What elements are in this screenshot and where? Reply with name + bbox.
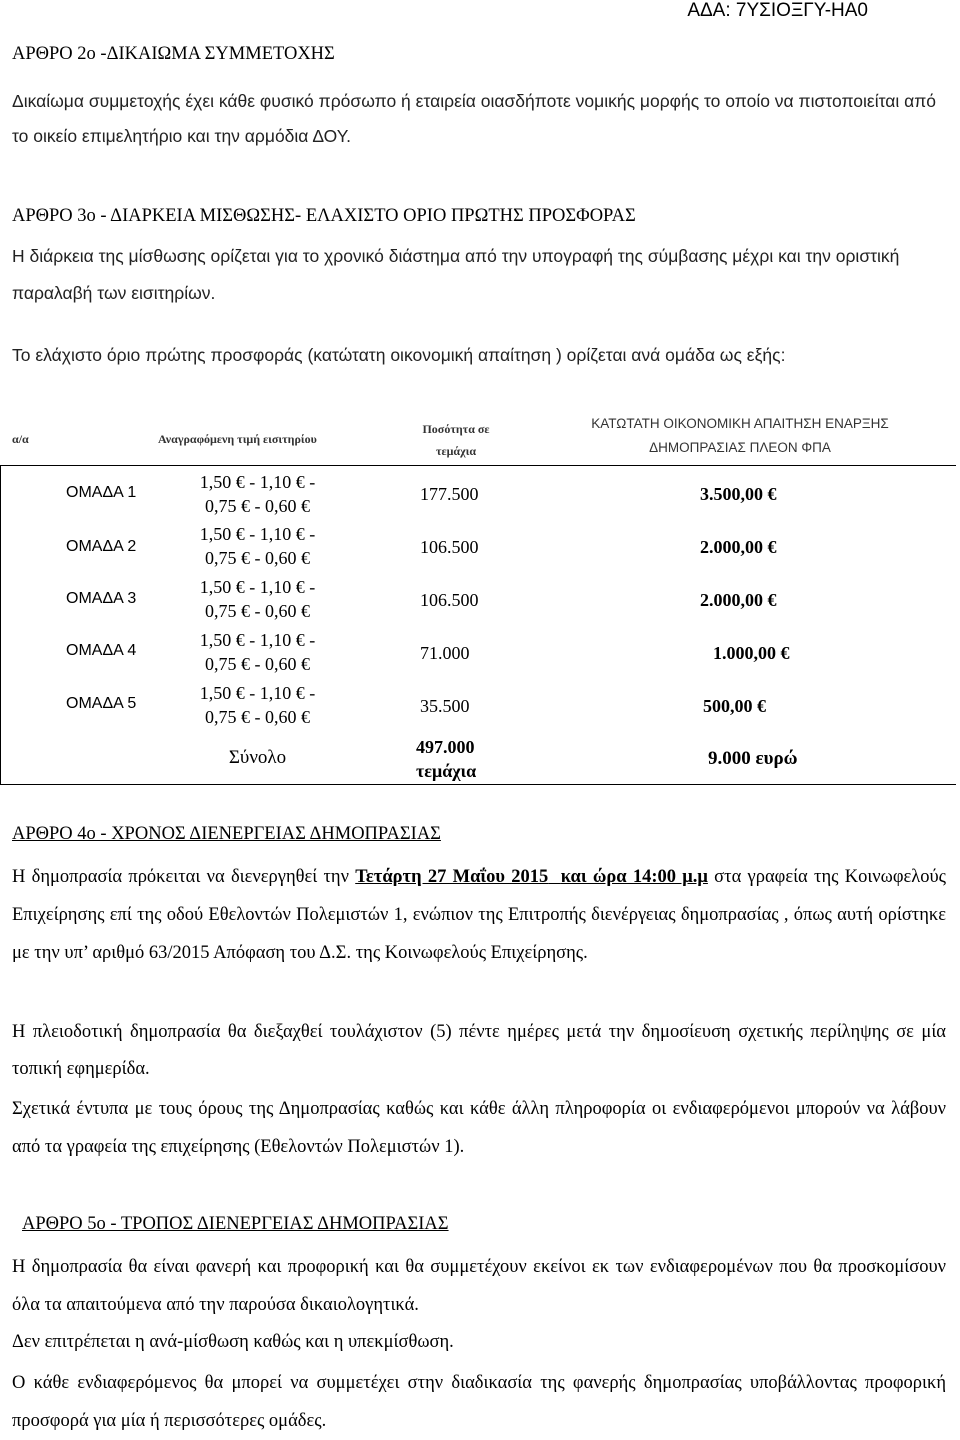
row-group: ΟΜΑΔΑ 2 — [66, 538, 137, 555]
article-5-title: ΑΡΘΡΟ 5ο - ΤΡΟΠΟΣ ΔΙΕΝΕΡΓΕΙΑΣ ΔΗΜΟΠΡΑΣΙΑΣ — [22, 1214, 449, 1234]
article-3-min-offer: Το ελάχιστο όριο πρώτης προσφοράς (κατώτατη οικονομική απαίτηση ) ορίζεται ανά ομάδα ως εξής: — [12, 345, 786, 365]
row-quantity: 177.500 — [420, 484, 479, 504]
header-aa: α/α — [12, 432, 29, 446]
row-price: 1,50 € - 1,10 € - 0,75 € - 0,60 € — [199, 472, 316, 516]
article-4-paragraph-1: Η δημοπρασία πρόκειται να διενεργηθεί την Τετάρτη 27 Μαΐου 2015 και ώρα 14:00 μ.μ στα γραφεία της Κοινωφελούς Επιχείρησης επί της οδού Εθελοντών Πολεμιστών 1, ενώπιον της Επιτροπής διενέργειας δημοπρασίας , όπως αυτή ορίστηκε με την υπ’ αριθμό 63/2015 Απόφαση του Δ.Σ. της Κοινωφελούς Επιχείρησης. — [12, 867, 946, 963]
auction-date: Τετάρτη 27 Μαΐου 2015 — [355, 867, 549, 887]
row-price: 1,50 € - 1,10 € - 0,75 € - 0,60 € — [199, 577, 316, 621]
total-quantity: 497.000 τεμάχια — [416, 737, 477, 781]
total-label: Σύνολο — [228, 747, 287, 768]
table-left-border — [0, 465, 1, 785]
row-price: 1,50 € - 1,10 € - 0,75 € - 0,60 € — [199, 524, 316, 568]
article-3-title: ΑΡΘΡΟ 3ο - ΔΙΑΡΚΕΙΑ ΜΙΣΘΩΣΗΣ- ΕΛΑΧΙΣΤΟ ΟΡΙΟ ΠΡΩΤΗΣ ΠΡΟΣΦΟΡΑΣ — [12, 206, 636, 226]
row-price: 1,50 € - 1,10 € - 0,75 € - 0,60 € — [199, 683, 316, 727]
row-min-amount: 500,00 € — [703, 696, 766, 716]
article-2-title: ΑΡΘΡΟ 2ο -ΔΙΚΑΙΩΜΑ ΣΥΜΜΕΤΟΧΗΣ — [12, 44, 335, 64]
row-min-amount: 1.000,00 € — [713, 643, 790, 663]
document-code: ΑΔΑ: 7ΥΣΙΟΞΓΥ-ΗΑ0 — [687, 0, 868, 21]
article-5-paragraph-1: Η δημοπρασία θα είναι φανερή και προφορική και θα συμμετέχουν εκείνοι εκ των ενδιαφερομένων που θα προσκομίσουν όλα τα απαιτούμενα από την παρούσα δικαιολογητικά. — [12, 1257, 946, 1315]
row-min-amount: 2.000,00 € — [700, 537, 777, 557]
row-min-amount: 3.500,00 € — [700, 484, 777, 504]
header-quantity: Ποσότητα σε τεμάχια — [422, 422, 490, 458]
row-quantity: 35.500 — [420, 696, 470, 716]
table-bottom-border — [0, 784, 956, 785]
total-amount: 9.000 ευρώ — [708, 748, 798, 769]
article-2-body: Δικαίωμα συμμετοχής έχει κάθε φυσικό πρόσωπο ή εταιρεία οιασδήποτε νομικής μορφής το οποίο να πιστοποιείται από το οικείο επιμελητήριο και την αρμόδια ΔΟΥ. — [12, 91, 937, 146]
header-min-requirement: ΚΑΤΩΤΑΤΗ ΟΙΚΟΝΟΜΙΚΗ ΑΠΑΙΤΗΣΗ ΕΝΑΡΞΗΣ ΔΗΜΟΠΡΑΣΙΑΣ ΠΛΕΟΝ ΦΠΑ — [591, 416, 889, 455]
row-group: ΟΜΑΔΑ 5 — [66, 695, 137, 712]
row-quantity: 106.500 — [420, 590, 479, 610]
row-group: ΟΜΑΔΑ 4 — [66, 642, 137, 659]
article-5-paragraph-2: Δεν επιτρέπεται η ανά-μίσθωση καθώς και η υπεκμίσθωση. — [12, 1332, 454, 1352]
row-price: 1,50 € - 1,10 € - 0,75 € - 0,60 € — [199, 630, 316, 674]
row-quantity: 106.500 — [420, 537, 479, 557]
table-top-border — [0, 465, 956, 466]
row-min-amount: 2.000,00 € — [700, 590, 777, 610]
article-5-paragraph-3: Ο κάθε ενδιαφερόμενος θα μπορεί να συμμετέχει στην διαδικασία της φανερής δημοπρασίας υποβάλλοντας προφορική προσφορά για μία ή περισσότερες ομάδες. — [12, 1373, 946, 1431]
article-3-body: Η διάρκεια της μίσθωσης ορίζεται για το χρονικό διάστημα από την υπογραφή της σύμβασης μέχρι και την οριστική παραλαβή των εισιτηρίων. — [12, 246, 900, 303]
article-4-paragraph-2: Η πλειοδοτική δημοπρασία θα διεξαχθεί τουλάχιστον (5) πέντε ημέρες μετά την δημοσίευση σχετικής περίληψης σε μία τοπική εφημερίδα. — [12, 1022, 946, 1079]
article-4-paragraph-3: Σχετικά έντυπα με τους όρους της Δημοπρασίας καθώς και κάθε άλλη πληροφορία οι ενδιαφερόμενοι μπορούν να λάβουν από τα γραφεία της επιχείρησης (Εθελοντών Πολεμιστών 1). — [12, 1099, 946, 1157]
row-group: ΟΜΑΔΑ 1 — [66, 484, 137, 501]
row-quantity: 71.000 — [420, 643, 470, 663]
auction-time: και ώρα 14:00 μ.μ — [560, 867, 708, 887]
article-4-title: ΑΡΘΡΟ 4ο - ΧΡΟΝΟΣ ΔΙΕΝΕΡΓΕΙΑΣ ΔΗΜΟΠΡΑΣΙΑΣ — [12, 824, 441, 844]
row-group: ΟΜΑΔΑ 3 — [66, 590, 137, 607]
header-ticket-price: Αναγραφόμενη τιμή εισιτηρίου — [158, 432, 317, 446]
